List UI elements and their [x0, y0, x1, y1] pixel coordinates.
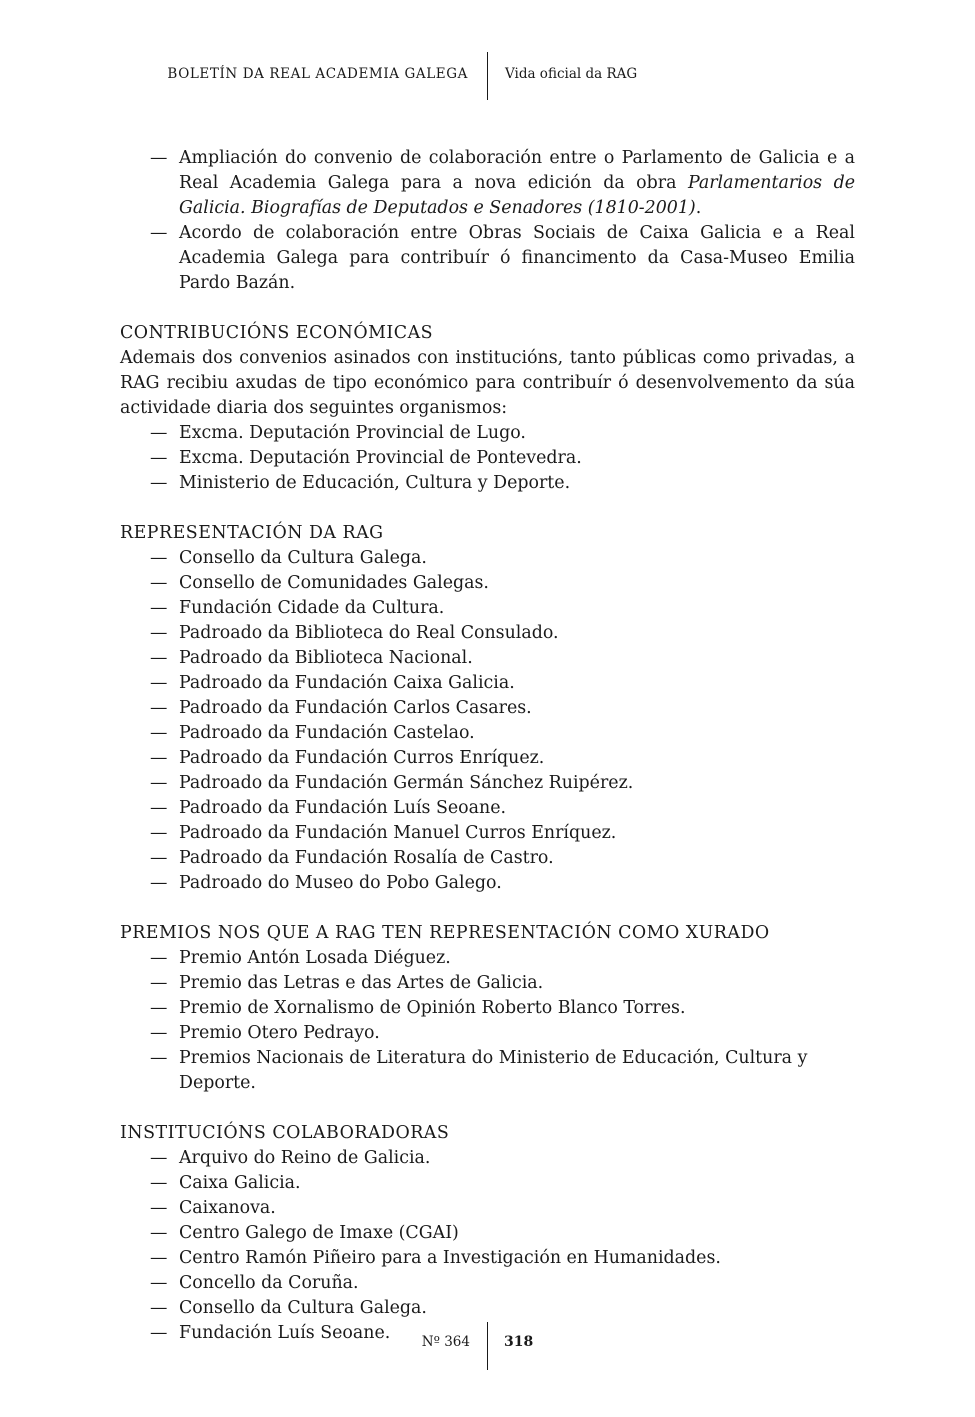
dash-marker: — — [150, 573, 168, 593]
list-item — [120, 771, 855, 796]
item-text-end: . — [695, 198, 702, 218]
item-text: Caixanova. — [179, 1198, 276, 1218]
dash-marker: — — [150, 1223, 168, 1243]
economic-list — [120, 421, 855, 496]
item-text: Premio das Letras e das Artes de Galicia. — [179, 973, 544, 993]
awards-list — [120, 946, 855, 1096]
list-item — [120, 796, 855, 821]
dash-marker: — — [150, 873, 168, 893]
list-item — [120, 596, 855, 621]
list-item — [120, 646, 855, 671]
list-item — [120, 546, 855, 571]
item-text: Ampliación do convenio de colaboración entre o Parlamento de Galicia e a Real Academia Galega para a nova edición da obra — [179, 148, 855, 193]
dash-marker: — — [150, 748, 168, 768]
item-text: Padroado da Fundación Castelao. — [179, 723, 475, 743]
item-text: Fundación Cidade da Cultura. — [179, 598, 445, 618]
list-item — [120, 946, 855, 971]
item-text: Padroado da Biblioteca Nacional. — [179, 648, 473, 668]
dash-marker: — — [150, 1173, 168, 1193]
list-item — [120, 971, 855, 996]
list-item — [120, 1046, 855, 1096]
dash-marker: — — [150, 1198, 168, 1218]
dash-marker: — — [150, 448, 168, 468]
issue-number: Nº 364 — [421, 1334, 470, 1350]
representation-list — [120, 546, 855, 896]
item-text: Padroado da Fundación Carlos Casares. — [179, 698, 532, 718]
item-text: Ministerio de Educación, Cultura y Deporte. — [179, 473, 571, 493]
dash-marker: — — [150, 548, 168, 568]
running-header — [0, 52, 975, 100]
list-item — [120, 871, 855, 896]
list-item — [120, 1296, 855, 1321]
list-item — [120, 1146, 855, 1171]
list-item — [120, 1271, 855, 1296]
dash-marker: — — [150, 1298, 168, 1318]
item-text: Centro Galego de Imaxe (CGAI) — [179, 1223, 459, 1243]
list-item — [120, 846, 855, 871]
item-text: Padroado do Museo do Pobo Galego. — [179, 873, 502, 893]
dash-marker: — — [150, 423, 168, 443]
dash-marker: — — [150, 1248, 168, 1268]
list-item — [120, 696, 855, 721]
item-text: Concello da Coruña. — [179, 1273, 359, 1293]
dash-marker: — — [150, 723, 168, 743]
dash-marker: — — [150, 1148, 168, 1168]
list-item — [120, 446, 855, 471]
dash-marker: — — [150, 798, 168, 818]
item-text: Premios Nacionais de Literatura do Ministerio de Educación, Cultura y Deporte. — [179, 1048, 808, 1093]
list-item — [120, 1196, 855, 1221]
item-text: Padroado da Fundación Caixa Galicia. — [179, 673, 515, 693]
dash-marker: — — [150, 773, 168, 793]
page-body — [120, 146, 855, 1346]
dash-marker: — — [150, 1023, 168, 1043]
item-text: Excma. Deputación Provincial de Pontevedra. — [179, 448, 582, 468]
dash-marker: — — [150, 473, 168, 493]
list-item — [120, 1221, 855, 1246]
page-footer — [0, 1322, 975, 1370]
dash-marker: — — [150, 1048, 168, 1068]
economic-section — [120, 321, 855, 496]
dash-marker: — — [150, 948, 168, 968]
dash-marker: — — [150, 1323, 168, 1343]
header-divider — [487, 52, 488, 100]
dash-marker: — — [150, 648, 168, 668]
item-text: Premio Antón Losada Diéguez. — [179, 948, 451, 968]
item-text: Fundación Luís Seoane. — [179, 1323, 391, 1343]
item-text: Consello de Comunidades Galegas. — [179, 573, 489, 593]
item-text: Padroado da Fundación Germán Sánchez Ruipérez. — [179, 773, 634, 793]
dash-marker: — — [150, 598, 168, 618]
list-item — [120, 1246, 855, 1271]
section-intro: Ademais dos convenios asinados con institucións, tanto públicas como privadas, a RAG recibiu axudas de tipo económico para contribuír ó desenvolvemento da súa actividade diaria dos seguintes organismos: — [120, 348, 855, 418]
agreements-list — [120, 146, 855, 296]
item-text: Padroado da Fundación Manuel Curros Enríquez. — [179, 823, 617, 843]
item-text: Excma. Deputación Provincial de Lugo. — [179, 423, 526, 443]
representation-section — [120, 521, 855, 896]
awards-section — [120, 921, 855, 1096]
dash-marker: — — [150, 623, 168, 643]
journal-title: BOLETÍN DA REAL ACADEMIA GALEGA — [167, 66, 468, 82]
item-text: Premio de Xornalismo de Opinión Roberto Blanco Torres. — [179, 998, 686, 1018]
item-text: Padroado da Biblioteca do Real Consulado. — [179, 623, 559, 643]
list-item — [120, 671, 855, 696]
section-title: Vida oficial da RAG — [505, 66, 638, 82]
dash-marker: — — [150, 998, 168, 1018]
list-item — [120, 621, 855, 646]
list-item — [120, 1171, 855, 1196]
dash-marker: — — [150, 698, 168, 718]
list-item — [120, 746, 855, 771]
item-text: Acordo de colaboración entre Obras Sociais de Caixa Galicia e a Real Academia Galega para contribuír ó financimento da Casa-Museo Emilia Pardo Bazán. — [179, 223, 855, 293]
list-item — [120, 146, 855, 221]
item-text: Padroado da Fundación Luís Seoane. — [179, 798, 507, 818]
list-item — [120, 996, 855, 1021]
collaborators-list — [120, 1146, 855, 1346]
section-heading: PREMIOS NOS QUE A RAG TEN REPRESENTACIÓN COMO XURADO — [120, 923, 770, 943]
dash-marker: — — [150, 673, 168, 693]
list-item — [120, 821, 855, 846]
item-text: Centro Ramón Piñeiro para a Investigación en Humanidades. — [179, 1248, 721, 1268]
item-title-italic: Parlamentarios de Galicia. Biografías de Deputados e Senadores (1810-2001) — [179, 173, 856, 218]
item-text: Padroado da Fundación Curros Enríquez. — [179, 748, 545, 768]
dash-marker: — — [150, 223, 168, 243]
dash-marker: — — [150, 973, 168, 993]
dash-marker: — — [150, 823, 168, 843]
list-item — [120, 1021, 855, 1046]
item-text: Arquivo do Reino de Galicia. — [179, 1148, 431, 1168]
list-item — [120, 471, 855, 496]
section-heading: CONTRIBUCIÓNS ECONÓMICAS — [120, 323, 434, 343]
item-text: Premio Otero Pedrayo. — [179, 1023, 380, 1043]
page-number: 318 — [504, 1334, 534, 1350]
section-heading: REPRESENTACIÓN DA RAG — [120, 523, 384, 543]
list-item — [120, 721, 855, 746]
dash-marker: — — [150, 148, 168, 168]
item-text: Padroado da Fundación Rosalía de Castro. — [179, 848, 554, 868]
list-item — [120, 221, 855, 296]
item-text: Caixa Galicia. — [179, 1173, 301, 1193]
dash-marker: — — [150, 848, 168, 868]
section-heading: INSTITUCIÓNS COLABORADORAS — [120, 1123, 450, 1143]
collaborators-section — [120, 1121, 855, 1346]
dash-marker: — — [150, 1273, 168, 1293]
list-item — [120, 571, 855, 596]
footer-divider — [487, 1322, 488, 1370]
list-item — [120, 421, 855, 446]
item-text: Consello da Cultura Galega. — [179, 548, 427, 568]
item-text: Consello da Cultura Galega. — [179, 1298, 427, 1318]
